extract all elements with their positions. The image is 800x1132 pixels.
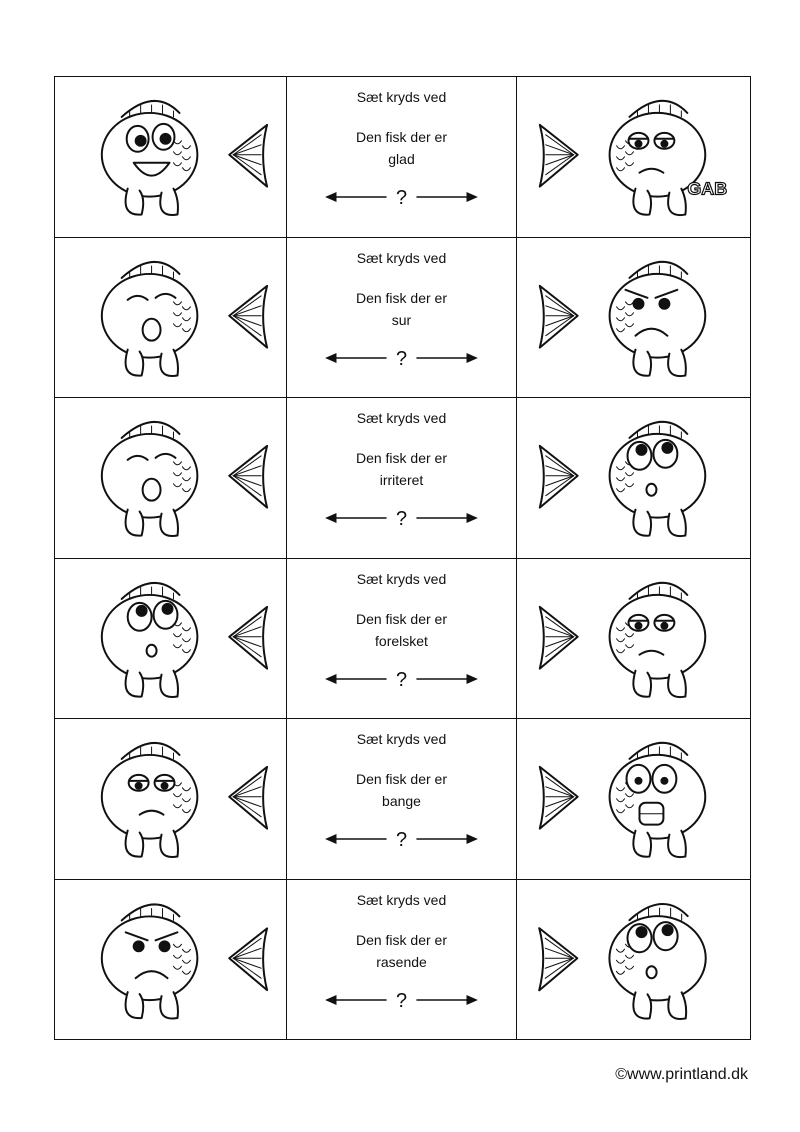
instruction-cell	[287, 559, 517, 719]
instruction-title: Sæt kryds ved	[356, 570, 447, 587]
instruction-title: Sæt kryds ved	[356, 731, 447, 747]
instruction-title: Sæt kryds ved	[356, 410, 447, 426]
emotion-word: bange	[382, 793, 421, 809]
emotion-word: forelsket	[375, 632, 428, 649]
furious-fish-icon	[55, 880, 286, 1041]
yawn-text: GAB	[687, 178, 728, 199]
double-arrow-icon	[287, 665, 516, 695]
left-fish-cell[interactable]	[55, 559, 287, 719]
scared-fish-icon	[517, 719, 750, 879]
annoyed-fish-icon	[517, 398, 750, 558]
left-fish-cell[interactable]	[55, 77, 287, 237]
worksheet-row	[55, 880, 750, 1041]
credit: ©www.printland.dk	[615, 1066, 748, 1083]
instruction-cell	[287, 398, 517, 558]
question-mark: ?	[395, 507, 408, 530]
instruction-cell	[287, 77, 517, 237]
question-mark: ?	[395, 186, 408, 209]
question-text: Den fisk der er	[355, 610, 448, 627]
worksheet-row	[55, 719, 750, 880]
emotion-word: irriteret	[379, 472, 424, 488]
instruction-title: Sæt kryds ved	[356, 891, 447, 908]
question-text: Den fisk der er	[355, 771, 448, 787]
double-arrow-icon	[287, 183, 516, 213]
question-text: Den fisk der er	[355, 450, 448, 466]
worksheet-row	[55, 238, 750, 399]
left-fish-cell[interactable]	[55, 398, 287, 558]
instruction-title: Sæt kryds ved	[356, 249, 447, 266]
question-text: Den fisk der er	[355, 931, 448, 948]
double-arrow-icon	[287, 504, 516, 534]
right-fish-cell[interactable]	[517, 559, 750, 719]
question-mark: ?	[395, 668, 408, 691]
smiling-fish-icon	[55, 398, 286, 558]
question-mark: ?	[395, 828, 408, 851]
question-mark: ?	[395, 347, 408, 370]
question-text: Den fisk der er	[355, 289, 448, 306]
worksheet-grid	[54, 76, 751, 1040]
instruction-cell	[287, 719, 517, 879]
double-arrow-icon	[287, 825, 516, 855]
worksheet-row	[55, 398, 750, 559]
worksheet-row	[55, 77, 750, 238]
instruction-title: Sæt kryds ved	[356, 89, 447, 105]
right-fish-cell[interactable]	[517, 238, 750, 398]
right-fish-cell[interactable]	[517, 719, 750, 879]
emotion-word: rasende	[376, 953, 427, 970]
left-fish-cell[interactable]	[55, 880, 287, 1041]
double-arrow-icon	[287, 986, 516, 1016]
instruction-cell	[287, 880, 517, 1041]
emotion-word: sur	[391, 311, 412, 328]
left-fish-cell[interactable]	[55, 238, 287, 398]
right-fish-cell[interactable]	[517, 880, 750, 1041]
singing-fish-icon	[55, 238, 286, 398]
shaking-fish-icon	[517, 559, 750, 719]
grumpy-fish-icon	[517, 238, 750, 398]
happy-fish-icon	[55, 77, 286, 237]
left-fish-cell[interactable]	[55, 719, 287, 879]
question-mark: ?	[395, 989, 408, 1012]
kissing-fish-icon	[55, 719, 286, 879]
instruction-cell	[287, 238, 517, 398]
yawning-fish-icon	[517, 77, 750, 237]
whistling-fish-icon	[517, 880, 750, 1041]
in-love-fish-icon	[55, 559, 286, 719]
double-arrow-icon	[287, 344, 516, 374]
question-text: Den fisk der er	[355, 129, 448, 145]
worksheet-row	[55, 559, 750, 720]
right-fish-cell[interactable]	[517, 77, 750, 237]
emotion-word: glad	[388, 151, 415, 167]
right-fish-cell[interactable]	[517, 398, 750, 558]
